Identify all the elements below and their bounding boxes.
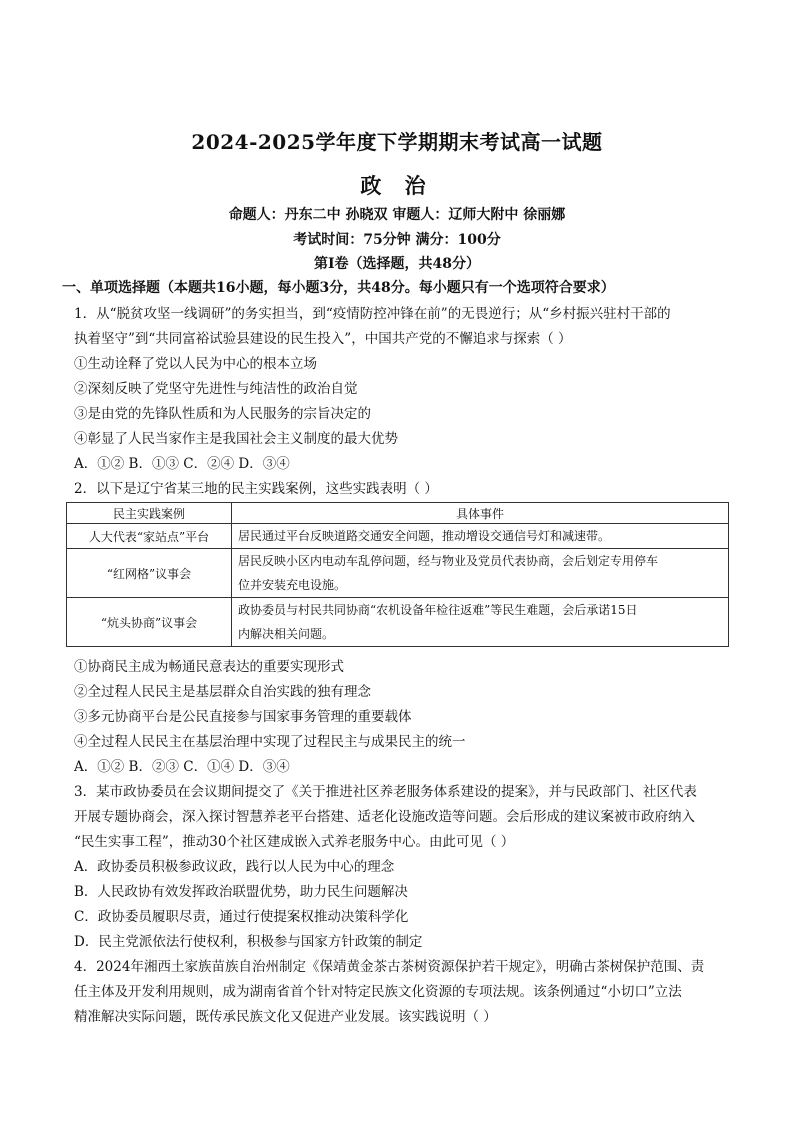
subject-title: 政 治 <box>360 173 434 198</box>
table-row <box>67 524 729 549</box>
q4-stem-line-1: 4．2024年湘西土家族苗族自治州制定《保靖黄金茶古茶树资源保护若干规定》，明确古茶树保护范围、责 <box>74 959 705 975</box>
case-event-text: 内解决相关问题。 <box>238 627 335 641</box>
q3-option-d: D．民主党派依法行使权利，积极参与国家方针政策的制定 <box>74 934 423 950</box>
q1-statement-4: ④彰显了人民当家作主是我国社会主义制度的最大优势 <box>74 431 398 447</box>
table-row <box>67 549 729 598</box>
q4-stem-line-2: 任主体及开发利用规则，成为湖南省首个针对特定民族文化资源的专项法规。该条例通过“小切口”立法 <box>74 984 682 1000</box>
q2-case-table <box>66 502 729 647</box>
case-name: “红网格”议事会 <box>67 549 232 598</box>
q3-stem-line-2: 开展专题协商会，深入探讨智慧养老平台搭建、适老化设施改造等问题。会后形成的建议案被市政府纳入 <box>74 809 695 825</box>
case-event-text: 政协委员与村民共同协商“农机设备年检往返难”等民生难题，会后承诺15日 <box>238 603 638 617</box>
q2-statement-4: ④全过程人民民主在基层治理中实现了过程民主与成果民主的统一 <box>74 734 466 750</box>
exam-title: 2024-2025学年度下学期期末考试高一试题 <box>191 130 603 154</box>
q3-option-c: C．政协委员履职尽责，通过行使提案权推动决策科学化 <box>74 909 409 925</box>
case-event <box>232 524 729 549</box>
section-heading: 一、单项选择题（本题共16小题，每小题3分，共48分。每小题只有一个选项符合要求） <box>62 280 615 296</box>
case-name: “炕头协商”议事会 <box>67 598 232 647</box>
time-score-line: 考试时间：75分钟 满分：100分 <box>293 232 501 248</box>
case-name: 人大代表“家站点”平台 <box>67 524 232 549</box>
q4-stem-line-3: 精准解决实际问题，既传承民族文化又促进产业发展。该实践说明（ ） <box>74 1009 497 1025</box>
q1-choices: A．①② B．①③ C．②④ D．③④ <box>74 456 290 472</box>
case-event-text: 居民通过平台反映道路交通安全问题，推动增设交通信号灯和减速带。 <box>238 529 611 543</box>
authors-line: 命题人：丹东二中 孙晓双 审题人：辽师大附中 徐丽娜 <box>228 207 566 223</box>
table-row <box>67 598 729 647</box>
q3-option-a: A．政协委员积极参政议政，践行以人民为中心的理念 <box>74 859 395 875</box>
table-header-row <box>67 503 729 524</box>
q2-statement-3: ③多元协商平台是公民直接参与国家事务管理的重要载体 <box>74 709 412 725</box>
q1-statement-1: ①生动诠释了党以人民为中心的根本立场 <box>74 356 317 372</box>
q1-stem-line-2: 执着坚守”到“共同富裕试验县建设的民生投入”，中国共产党的不懈追求与探索（ ） <box>74 331 572 347</box>
case-event-text: 居民反映小区内电动车乱停问题，经与物业及党员代表协商，会后划定专用停车 <box>238 554 659 568</box>
q1-statement-2: ②深刻反映了党坚守先进性与纯洁性的政治自觉 <box>74 381 358 397</box>
q3-option-b: B．人民政协有效发挥政治联盟优势，助力民生问题解决 <box>74 884 408 900</box>
q2-choices: A．①② B．②③ C．①④ D．③④ <box>74 759 290 775</box>
q2-stem: 2．以下是辽宁省某三地的民主实践案例，这些实践表明（ ） <box>74 481 438 497</box>
case-event <box>232 549 729 598</box>
q2-statement-2: ②全过程人民民主是基层群众自治实践的独有理念 <box>74 684 371 700</box>
q1-stem-line-1: 1．从“脱贫攻坚一线调研”的务实担当，到“疫情防控冲锋在前”的无畏逆行；从“乡村振兴驻村干部的 <box>74 306 671 322</box>
volume-heading: 第Ⅰ卷（选择题，共48分） <box>313 256 481 272</box>
q3-stem-line-3: “民生实事工程”，推动30个社区建成嵌入式养老服务中心。由此可见（ ） <box>74 834 515 850</box>
q2-statement-1: ①协商民主成为畅通民意表达的重要实现形式 <box>74 659 344 675</box>
case-event-text: 位并安装充电设施。 <box>238 578 347 592</box>
q3-stem-line-1: 3．某市政协委员在会议期间提交了《关于推进社区养老服务体系建设的提案》，并与民政部门、社区代表 <box>74 784 697 800</box>
q1-statement-3: ③是由党的先锋队性质和为人民服务的宗旨决定的 <box>74 406 371 422</box>
table-header-case: 民主实践案例 <box>67 503 232 524</box>
table-header-event: 具体事件 <box>232 503 729 524</box>
case-event <box>232 598 729 647</box>
